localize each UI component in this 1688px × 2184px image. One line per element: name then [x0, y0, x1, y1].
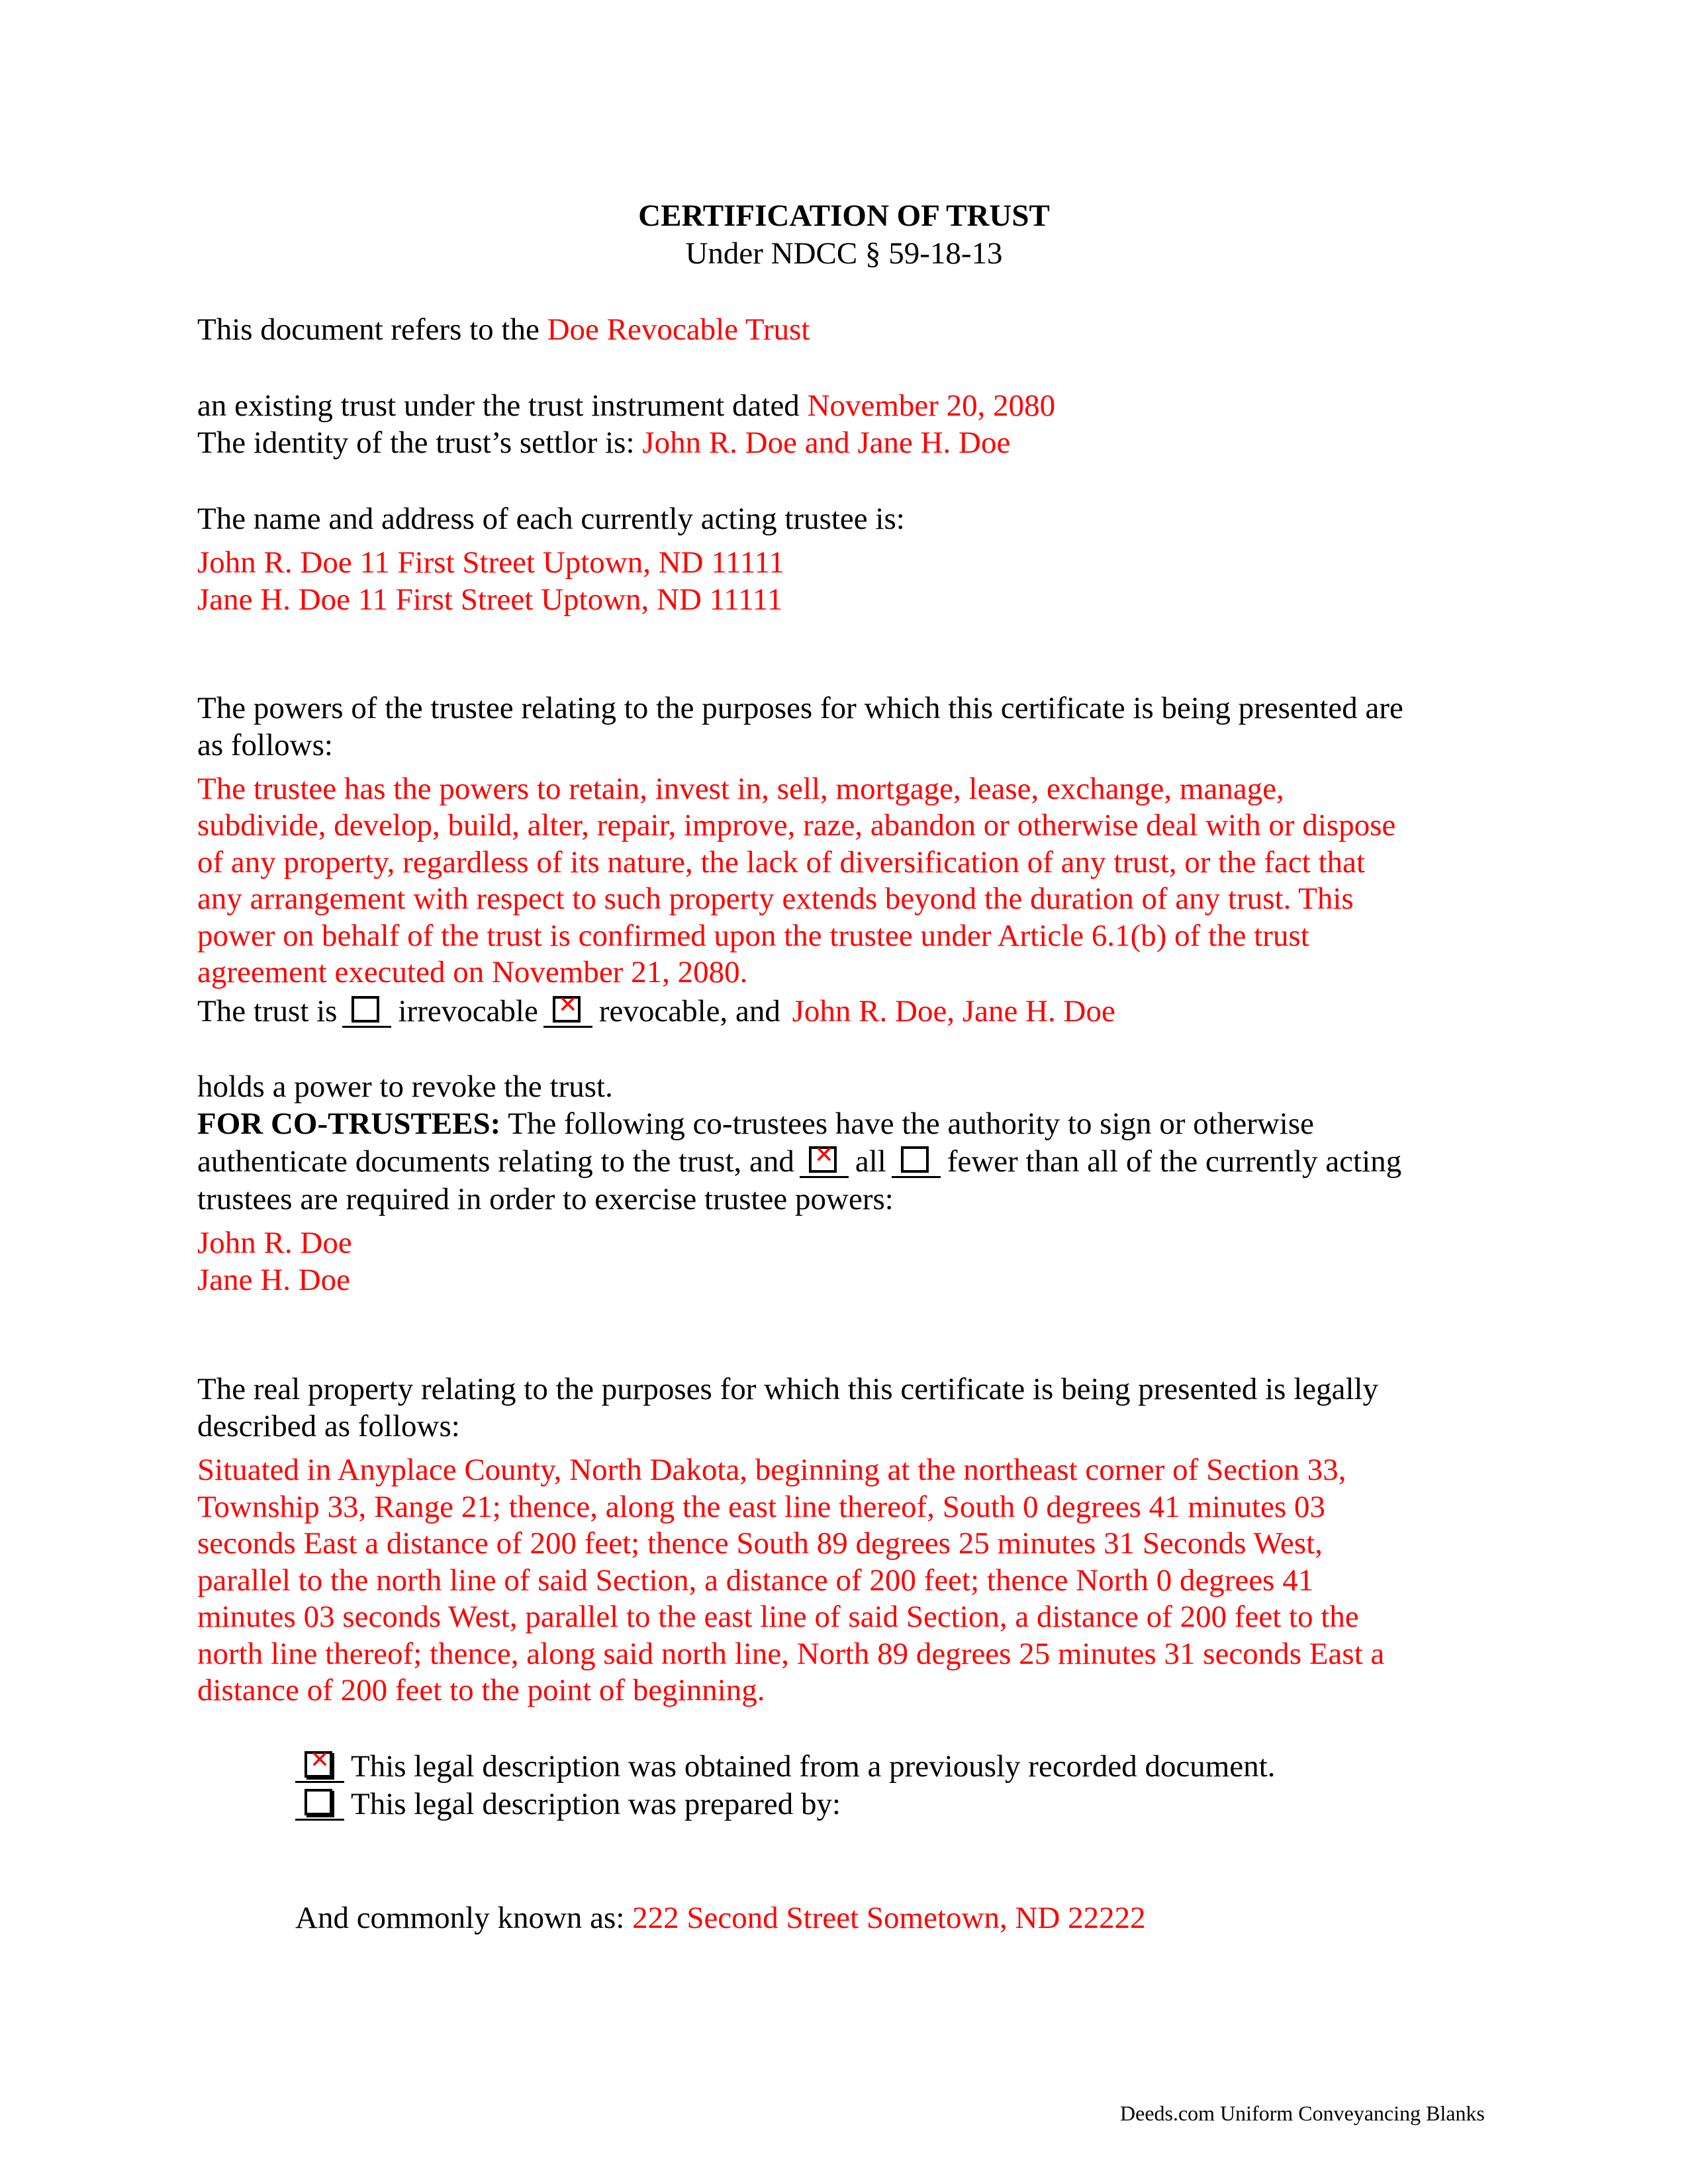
cotrustees-line-1-text: The following co-trustees have the authority to sign or otherwise [508, 1107, 1315, 1141]
powers-intro-line-1: The powers of the trustee relating to the purposes for which this certificate is being presented are [197, 691, 1403, 725]
fewer-trustees-label: fewer than all of the currently acting [947, 1144, 1402, 1179]
trust-dated-label: an existing trust under the trust instrument dated [197, 388, 800, 423]
trust-dated-line [197, 387, 1055, 424]
trustee-address-1: John R. Doe 11 First Street Uptown, ND 11111 [197, 545, 784, 580]
legal-description-line: parallel to the north line of said Section, a distance of 200 feet; thence North 0 degrees 41 [197, 1563, 1314, 1598]
revocation-holders: John R. Doe, Jane H. Doe [792, 994, 1115, 1028]
revocability-line [197, 993, 1115, 1030]
legal-description-line: Situated in Anyplace County, North Dakota, beginning at the northeast corner of Section 33, [197, 1453, 1346, 1487]
cotrustees-heading: FOR CO-TRUSTEES: [197, 1107, 501, 1141]
revocable-label: revocable, and [598, 994, 780, 1028]
document-title: CERTIFICATION OF TRUST [638, 199, 1050, 233]
common-address-line [295, 1899, 1146, 1936]
source-prepared-row [295, 1786, 841, 1823]
trust-refers-label: This document refers to the [197, 312, 539, 347]
all-trustees-label: all [855, 1144, 886, 1179]
checkbox-box [901, 1146, 929, 1173]
trust-settlor: John R. Doe and Jane H. Doe [642, 426, 1011, 460]
checkbox-underline [543, 1026, 592, 1028]
powers-intro-line-2: as follows: [197, 728, 333, 762]
revocability-suffix: holds a power to revoke the trust. [197, 1069, 613, 1104]
common-address: 222 Second Street Sometown, ND 22222 [632, 1901, 1146, 1935]
document-subtitle: Under NDCC § 59-18-13 [685, 236, 1003, 271]
trust-reference-line [197, 311, 810, 348]
powers-text-line: The trustee has the powers to retain, invest in, sell, mortgage, lease, exchange, manage, [197, 772, 1284, 806]
source-prepared-label: This legal description was prepared by: [351, 1787, 841, 1821]
source-prepared-checkbox[interactable] [295, 1788, 344, 1821]
property-intro-line-1: The real property relating to the purposes for which this certificate is being presented is legally [197, 1372, 1379, 1406]
checkmark-x-icon: ✕ [309, 1747, 330, 1774]
footer-text: Deeds.com Uniform Conveyancing Blanks [1120, 2101, 1485, 2125]
powers-text-line: of any property, regardless of its nature, the lack of diversification of any trust, or the fact that [197, 845, 1366, 880]
checkbox-underline [295, 1819, 344, 1821]
cotrustees-line-2 [197, 1143, 1401, 1180]
checkbox-underline [892, 1176, 941, 1178]
all-trustees-checkbox[interactable] [800, 1142, 849, 1178]
cotrustee-name-2: Jane H. Doe [197, 1263, 351, 1297]
checkmark-x-icon: ✕ [814, 1142, 834, 1169]
common-address-label: And commonly known as: [295, 1901, 625, 1935]
trust-settlor-label: The identity of the trust’s settlor is: [197, 426, 635, 460]
source-recorded-row [295, 1748, 1276, 1785]
checkbox-underline [800, 1176, 849, 1178]
fewer-trustees-checkbox[interactable] [892, 1145, 941, 1178]
powers-text-line: subdivide, develop, build, alter, repair, improve, raze, abandon or otherwise deal with or dispose [197, 808, 1396, 842]
trustees-label: The name and address of each currently acting trustee is: [197, 502, 905, 536]
cotrustee-name-1: John R. Doe [197, 1226, 352, 1260]
checkmark-x-icon: ✕ [557, 991, 578, 1019]
powers-text-line: any arrangement with respect to such property extends beyond the duration of any trust. This [197, 882, 1354, 916]
cotrustees-line-3: trustees are required in order to exercise trustee powers: [197, 1182, 894, 1216]
irrevocable-checkbox[interactable] [342, 995, 391, 1028]
source-recorded-label: This legal description was obtained from a previously recorded document. [351, 1749, 1276, 1784]
revocable-checkbox[interactable] [543, 991, 592, 1028]
irrevocable-label: irrevocable [398, 994, 538, 1028]
checkbox-box [305, 1789, 332, 1815]
trustee-address-2: Jane H. Doe 11 First Street Uptown, ND 11111 [197, 582, 783, 617]
legal-description-line: seconds East a distance of 200 feet; thence South 89 degrees 25 minutes 31 Seconds West, [197, 1526, 1323, 1561]
trust-date: November 20, 2080 [807, 388, 1056, 423]
legal-description-line: minutes 03 seconds West, parallel to the east line of said Section, a distance of 200 feet to the [197, 1600, 1359, 1634]
cotrustees-line-1 [197, 1105, 1314, 1142]
cotrustees-line-2-prefix: authenticate documents relating to the trust, and [197, 1144, 794, 1179]
legal-description-line: north line thereof; thence, along said north line, North 89 degrees 25 minutes 31 seconds East a [197, 1637, 1385, 1671]
property-intro-line-2: described as follows: [197, 1409, 460, 1443]
source-recorded-checkbox[interactable] [295, 1747, 344, 1783]
trust-name: Doe Revocable Trust [547, 312, 810, 347]
checkbox-underline [342, 1026, 391, 1028]
legal-description-line: distance of 200 feet to the point of beginning. [197, 1673, 765, 1707]
trust-settlor-line [197, 424, 1010, 461]
revocability-prefix: The trust is [197, 994, 338, 1028]
powers-text-line: agreement executed on November 21, 2080. [197, 955, 748, 989]
powers-text-line: power on behalf of the trust is confirmed upon the trustee under Article 6.1(b) of the trust [197, 919, 1309, 953]
checkbox-underline [295, 1781, 344, 1783]
legal-description-line: Township 33, Range 21; thence, along the east line thereof, South 0 degrees 41 minutes 03 [197, 1490, 1326, 1524]
checkbox-box [352, 996, 379, 1023]
